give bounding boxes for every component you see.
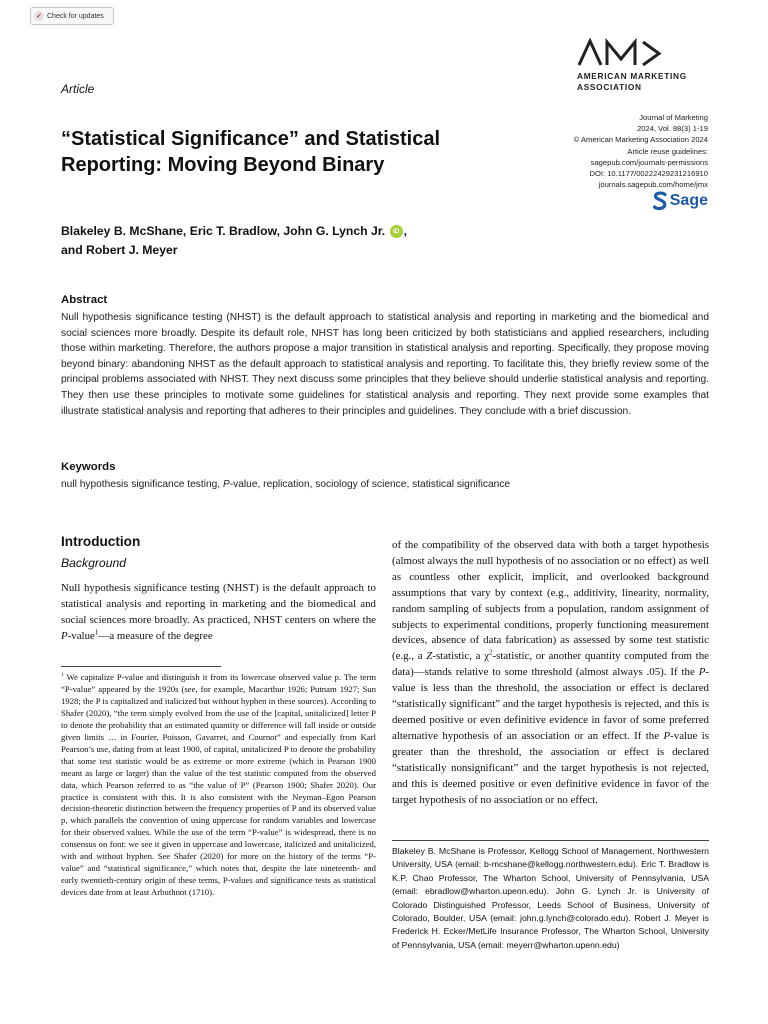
check-for-updates-button[interactable]	[30, 7, 114, 25]
right-z: Z	[426, 650, 433, 663]
footnote	[61, 672, 376, 899]
article-type-label: Article	[61, 82, 95, 96]
footnote-number: 1	[61, 672, 64, 679]
right-c: -statistic, or another quantity computed from the data)—stands relative to some threshold (almost always .05). If the	[392, 650, 709, 679]
keywords-text	[61, 478, 709, 492]
author-list	[61, 222, 541, 260]
abstract-heading: Abstract	[61, 294, 108, 306]
ama-wordmark-line2: ASSOCIATION	[577, 81, 642, 92]
left-p3: —a measure of the degree	[98, 629, 213, 642]
left-p1: Null hypothesis significance testing (NHST) is the default approach to statistical analysis and reporting in marketing and the biomedical and social sciences more broadly. As practiced, NHST centers on where the	[61, 582, 376, 626]
journal-name: Journal of Marketing	[639, 113, 708, 122]
right-sup: 2	[488, 648, 493, 657]
ama-wordmark-line1: AMERICAN MARKETING	[577, 71, 687, 81]
authors-line1-text: Blakeley B. McShane, Eric T. Bradlow, John G. Lynch Jr.	[61, 224, 386, 238]
left-p-italic: P	[61, 629, 68, 642]
orcid-icon[interactable]: iD	[390, 225, 403, 238]
footnote-text: We capitalize P-value and distinguish it from its lowercase observed value p. The term “P-value” appeared by the 1920s (see, for example, Macarthur 1926; Putnam 1927; Sun 1928; the P is capitalized and italicized but without hyphen in these sources). According to Shafer (2020), “the term simply evolved from the use of the [capital, unitalicized] letter P to denote the probability that an estimated quantity or difference will fall inside or outside given limits … in Fourier, Poisson, Gavarret, and Cournot” and especially from Karl Pearson’s use, dating from at least 1900, of capital, unitalicized P to denote the probability that some test statistic would be as extreme or more extreme (which in Pearson 1900 meant as large or larger) than the value of the test statistic computed from the observed data, which Pearson referred to as “the value of P” (Pearson 1900; Shafer 2020). Our practice is consistent with this. It is also consistent with the Neyman–Egon Pearson decision-theoretic distinction between the frequency properties of P and its observed value p, which parallels the convention of using uppercase for random variables and lowercase for their observed values. While the use of the term “P-value” is widespread, there is no consensus on font: we see it given in uppercase and lowercase, italicized and unitalicized, with and without hyphen. See Shafer (2020) for more on the history of the terms “P-value” and “statistical significance,” which notes that, despite the late nineteenth- and early twentieth-century origin of these terms, P-values and significance tests as statistical devices date from at least Arbuthnot (1710).	[61, 672, 377, 898]
footnote-ref[interactable]: 1	[94, 628, 99, 637]
authors-line1	[61, 222, 541, 241]
ama-logo	[577, 38, 717, 73]
authors-line2: and Robert J. Meyer	[61, 243, 178, 257]
keywords-part2: -value, replication, sociology of science, statistical significance	[229, 479, 511, 490]
right-e: -value is greater than the threshold, the association or effect is declared “statistically nonsignificant” and the target hypothesis is not rejected, and this is deemed positive or even definitive evidence in favor of the target hypothesis of no association or no effect.	[392, 729, 709, 806]
introduction-heading: Introduction	[61, 534, 141, 549]
authors-line1-suffix: ,	[403, 224, 407, 238]
abstract-text: Null hypothesis significance testing (NHST) is the default approach to statistical analysis and reporting in marketing and the biomedical and social sciences more broadly. Despite its default role, NHST has long been criticized by both statisticians and applied researchers, including those within marketing. Therefore, the authors propose a major transition in statistical analysis and reporting. Specifically, they propose moving beyond binary: abandoning NHST as the default approach to statistical analysis and reporting. To facilitate this, they briefly review some of the principal problems associated with NHST. They next discuss some principles that they believe should underlie statistical analysis and reporting. They then use these principles to motivate some guidelines for statistical analysis and reporting. They next provide some examples that illustrate statistical analysis and reporting that adheres to their principles and guidelines. They conclude with a brief discussion.	[61, 312, 709, 417]
intro-right-paragraph	[392, 538, 709, 808]
intro-left-paragraph	[61, 581, 376, 645]
article-title	[61, 126, 531, 178]
permissions-link[interactable]: sagepub.com/journals-permissions	[590, 157, 708, 167]
journal-home-link[interactable]: journals.sagepub.com/home/jmx	[598, 180, 708, 190]
affiliation-divider	[392, 840, 709, 841]
right-b: -statistic, a χ	[432, 650, 489, 663]
footnote-divider	[61, 666, 221, 667]
sage-wordmark: Sage	[669, 192, 708, 209]
journal-copyright: © American Marketing Association 2024	[573, 135, 708, 145]
sage-s-icon	[653, 191, 667, 211]
title-line1: “Statistical Significance” and Statistical	[61, 128, 441, 150]
journal-volume: 2024, Vol. 88(3) 1-19	[637, 124, 708, 134]
update-check-icon: ✓	[34, 11, 44, 21]
keywords-italic: P	[222, 479, 230, 490]
left-p2: -value	[67, 629, 95, 642]
reuse-guidelines-label: Article reuse guidelines:	[627, 146, 708, 156]
keywords-heading: Keywords	[61, 461, 116, 473]
right-p2: P	[663, 729, 671, 742]
title-line2: Reporting: Moving Beyond Binary	[61, 154, 385, 176]
check-for-updates-label: Check for updates	[47, 12, 104, 20]
ama-monogram-icon	[577, 38, 677, 68]
keywords-part1: null hypothesis significance testing,	[61, 479, 223, 490]
ama-wordmark	[577, 71, 687, 92]
author-affiliations: Blakeley B. McShane is Professor, Kellogg School of Management, Northwestern University, USA (email: b-mcshane@kellogg.northwestern.edu). Eric T. Bradlow is K.P. Chao Professor, The Wharton School, University of Pennsylvania, USA (email: ebradlow@wharton.upenn.edu). John G. Lynch Jr. is University of Colorado Distinguished Professor, Leeds School of Business, University of Colorado, Boulder, USA (email: john.g.lynch@colorado.edu). Robert J. Meyer is Frederick H. Ecker/MetLife Insurance Professor, The Wharton School, University of Pennsylvania, USA (email: meyerr@wharton.upenn.edu)	[392, 846, 709, 950]
right-p1: P	[698, 666, 706, 679]
background-subheading: Background	[61, 556, 127, 570]
right-a: of the compatibility of the observed data with both a target hypothesis (almost always the null hypothesis of no association or no effect) as well as countless other explicit, implicit, and overlooked background assumptions that vary by context (e.g., additivity, linearity, normality, random sampling of subjects from a population, random assignment of subjects to experimental conditions, properly functioning measurement devices, absence of data fabrication) as assessed by some test statistic (e.g., a	[392, 539, 709, 663]
sage-logo	[653, 191, 708, 211]
right-d: -value is less than the threshold, the association or effect is declared “statistically significant” and the target hypothesis is rejected, and this is deemed positive or even definitive evidence in favor of some preferred alternative hypothesis of an association or an effect. If the	[392, 666, 709, 742]
doi-link[interactable]: DOI: 10.1177/00222429231216910	[589, 169, 708, 179]
journal-metadata	[574, 112, 708, 190]
